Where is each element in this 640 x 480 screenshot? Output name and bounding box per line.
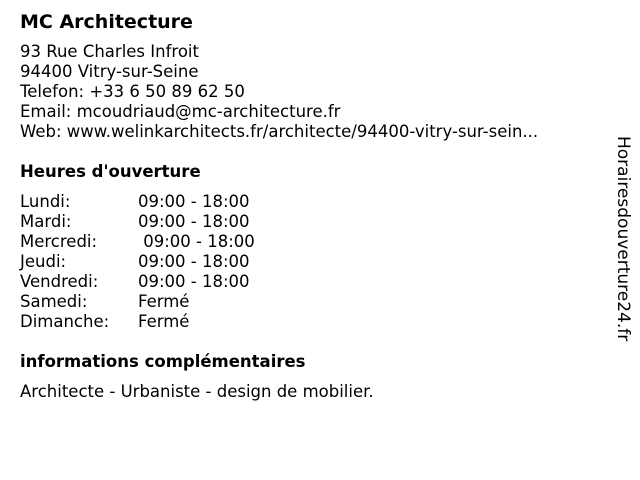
hours-title: Heures d'ouverture: [20, 162, 201, 181]
day-label: Mardi:: [20, 212, 72, 231]
hours-row: [20, 212, 255, 232]
hours-row: [20, 292, 255, 312]
day-label: Lundi:: [20, 192, 71, 211]
hours-row: [20, 232, 255, 252]
business-name: MC Architecture: [20, 11, 193, 33]
day-time: Fermé: [138, 312, 190, 331]
hours-row: [20, 252, 255, 272]
address-line-1: 93 Rue Charles Infroit: [20, 42, 199, 61]
phone-line: Telefon: +33 6 50 89 62 50: [20, 82, 245, 101]
day-time: 09:00 - 18:00: [138, 272, 250, 291]
day-time: Fermé: [138, 292, 190, 311]
day-time: 09:00 - 18:00: [138, 252, 250, 271]
info-text: Architecte - Urbaniste - design de mobilier.: [20, 382, 374, 401]
day-label: Samedi:: [20, 292, 88, 311]
address-line-2: 94400 Vitry-sur-Seine: [20, 62, 199, 81]
web-line: Web: www.welinkarchitects.fr/architecte/94400-vitry-sur-sein...: [20, 122, 539, 141]
site-watermark: Horairesdouverture24.fr: [613, 136, 633, 342]
day-label: Vendredi:: [20, 272, 99, 291]
day-label: Mercredi:: [20, 232, 98, 251]
info-title: informations complémentaires: [20, 352, 306, 371]
day-label: Dimanche:: [20, 312, 110, 331]
business-card: [20, 10, 600, 402]
hours-table: [20, 192, 255, 332]
day-time: 09:00 - 18:00: [138, 232, 255, 251]
day-label: Jeudi:: [20, 252, 67, 271]
day-time: 09:00 - 18:00: [138, 212, 250, 231]
hours-row: [20, 192, 255, 212]
email-line: Email: mcoudriaud@mc-architecture.fr: [20, 102, 341, 121]
hours-row: [20, 312, 255, 332]
day-time: 09:00 - 18:00: [138, 192, 250, 211]
hours-row: [20, 272, 255, 292]
